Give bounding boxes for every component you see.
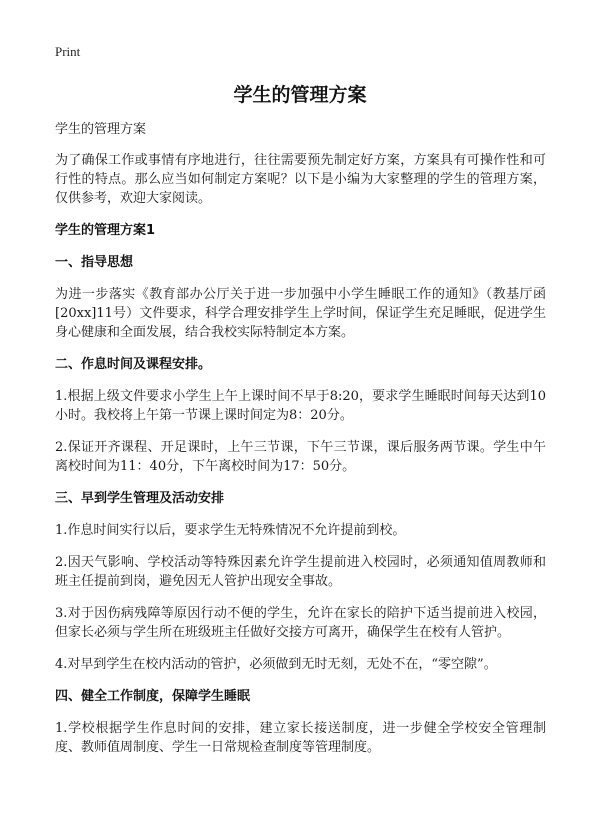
document-subtitle: 学生的管理方案 — [55, 122, 147, 137]
section-paragraph: 2.因天气影响、学校活动等特殊因素允许学生提前进入校园时，必须通知值周教师和班主任提前到岗，避免因无人管护出现安全事故。 — [55, 555, 546, 589]
document-body — [55, 120, 546, 770]
section-heading-system: 四、健全工作制度，保障学生睡眠 — [55, 689, 251, 704]
section-paragraph: 为进一步落实《教育部办公厅关于进一步加强中小学生睡眠工作的通知》（教基厅函[20xx]11号）文件要求，科学合理安排学生上学时间，保证学生充足睡眠，促进学生身心健康和全面发展，结合我校实际特制定本方案。 — [55, 287, 546, 340]
section-paragraph: 3.对于因伤病残障等原因行动不便的学生，允许在家长的陪护下适当提前进入校园，但家长必须与学生所在班级班主任做好交接方可离开，确保学生在校有人管护。 — [55, 606, 546, 640]
plan-heading: 学生的管理方案1 — [55, 223, 156, 238]
print-link[interactable]: Print — [55, 44, 81, 59]
section-heading-early-arrival: 三、早到学生管理及活动安排 — [55, 491, 225, 506]
section-paragraph: 1.作息时间实行以后，要求学生无特殊情况不允许提前到校。 — [55, 523, 406, 538]
section-heading-schedule: 二、作息时间及课程安排。 — [55, 357, 212, 372]
section-paragraph: 1.学校根据学生作息时间的安排，建立家长接送制度，进一步健全学校安全管理制度、教师值周制度、学生一日常规检查制度等管理制度。 — [55, 721, 546, 755]
page-title: 学生的管理方案 — [233, 84, 367, 106]
section-paragraph: 1.根据上级文件要求小学生上午上课时间不早于8:20，要求学生睡眠时间每天达到10小时。我校将上午第一节课上课时间定为8：20分。 — [55, 389, 546, 423]
intro-paragraph: 为了确保工作或事情有序地进行，往往需要预先制定好方案，方案具有可操作性和可行性的特点。那么应当如何制定方案呢？以下是小编为大家整理的学生的管理方案，仅供参考，欢迎大家阅读。 — [55, 153, 546, 206]
section-paragraph: 2.保证开齐课程、开足课时，上午三节课，下午三节课，课后服务两节课。学生中午离校时间为11：40分，下午离校时间为17：50分。 — [55, 440, 546, 474]
section-heading-guiding: 一、指导思想 — [55, 255, 134, 270]
section-paragraph: 4.对早到学生在校内活动的管护，必须做到无时无刻，无处不在，“零空隙”。 — [55, 657, 497, 672]
